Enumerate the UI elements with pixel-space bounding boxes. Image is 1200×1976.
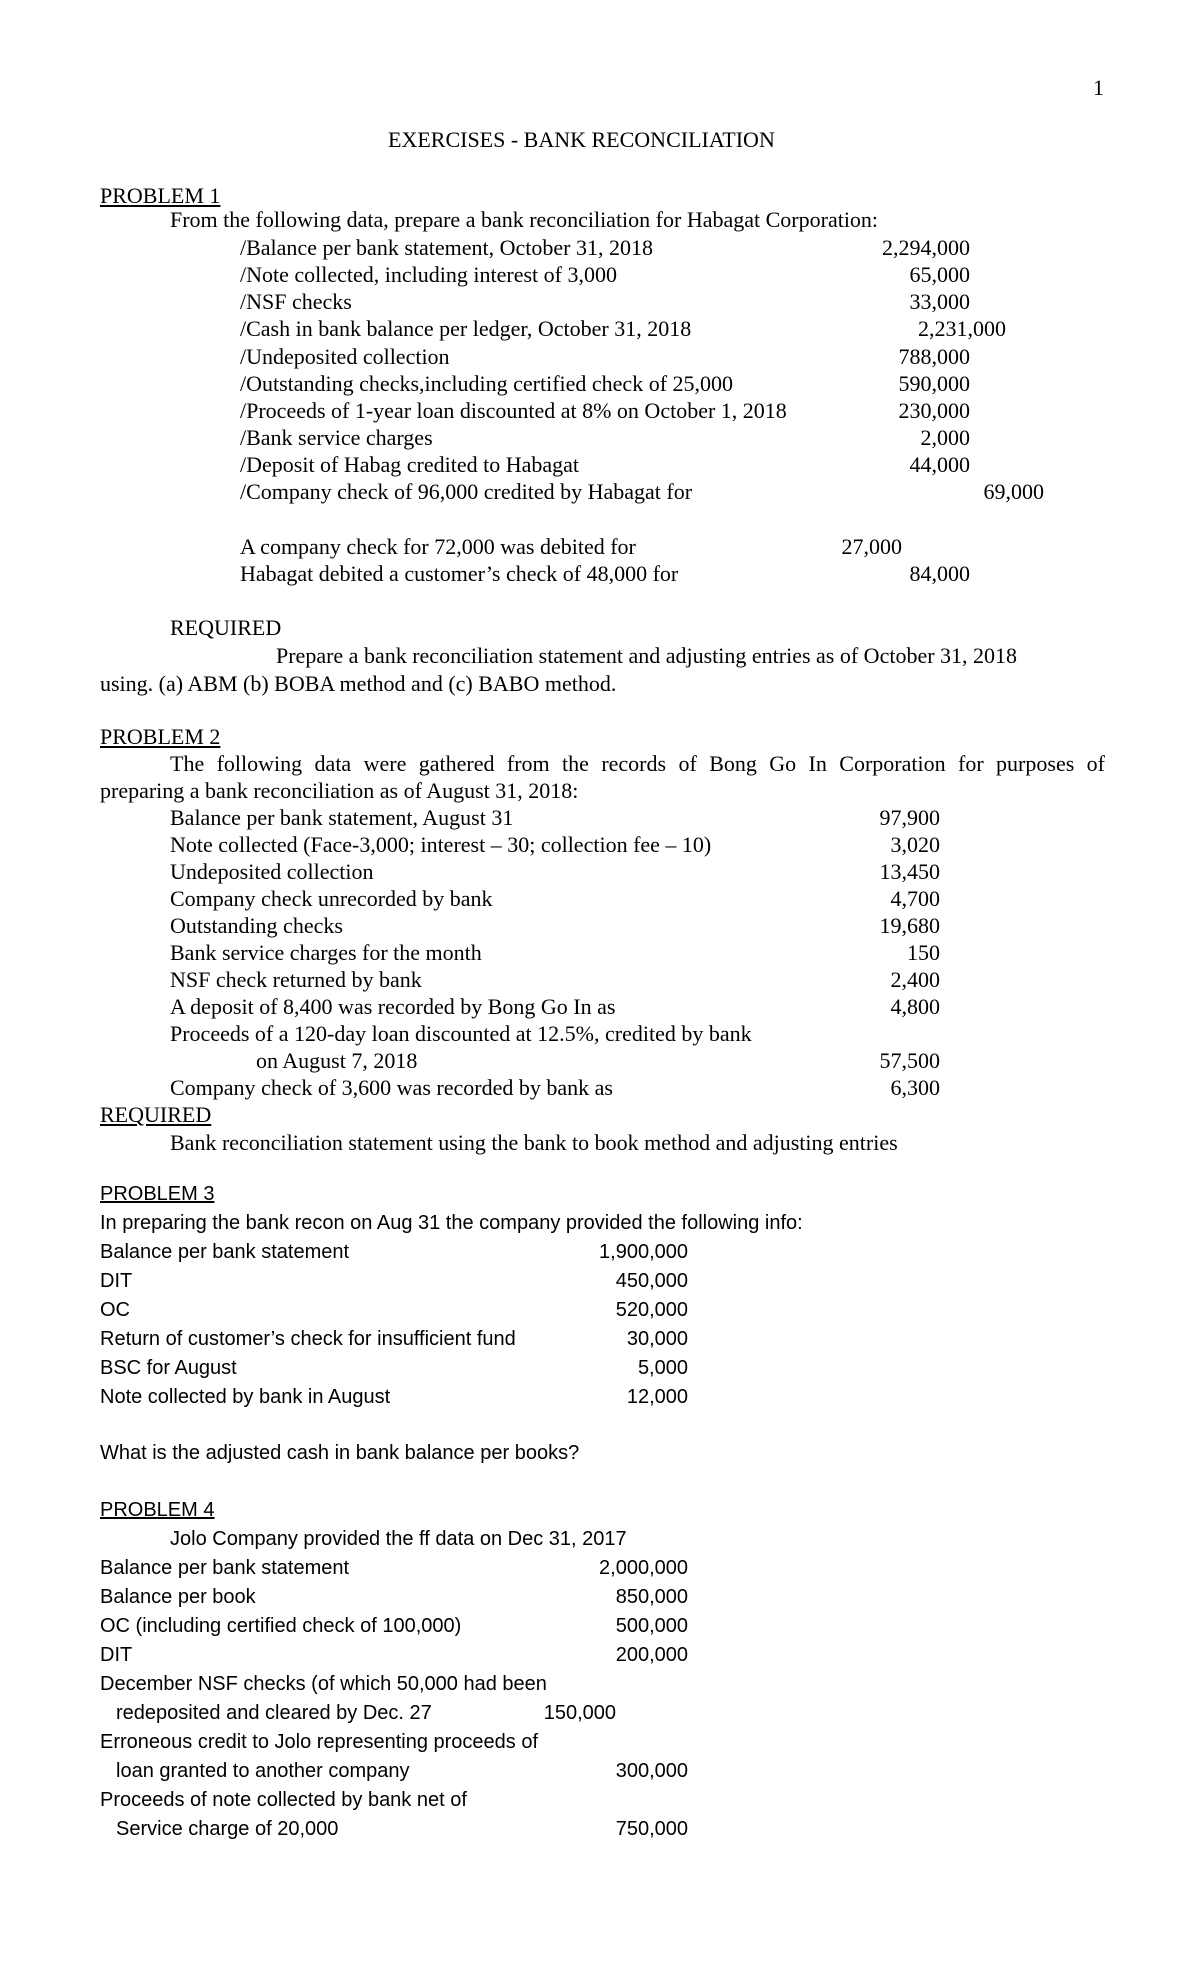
p1-item-value: 84,000	[909, 561, 970, 586]
p3-item-value: 30,000	[626, 1328, 688, 1350]
p2-item-value: 6,300	[890, 1075, 940, 1100]
p1-item-value: 2,294,000	[882, 235, 970, 260]
p1-item-label: /Note collected, including interest of 3,000	[240, 262, 617, 287]
page-number: 1	[1093, 75, 1104, 100]
p3-item-value: 1,900,000	[599, 1241, 688, 1263]
p3-item-value: 520,000	[615, 1299, 688, 1321]
p4-item-value: 300,000	[615, 1760, 688, 1782]
problem-3-question: What is the adjusted cash in bank balance per books?	[100, 1442, 580, 1464]
p2-item-label: Note collected (Face-3,000; interest – 30; collection fee – 10)	[170, 832, 712, 857]
p4-item-label: Balance per bank statement	[100, 1557, 350, 1579]
p4-item-label: December NSF checks (of which 50,000 had been	[100, 1673, 547, 1695]
problem-2-intro-line-2: preparing a bank reconciliation as of August 31, 2018:	[100, 778, 579, 803]
p1-item-value: 27,000	[841, 534, 902, 559]
p2-item-label: A deposit of 8,400 was recorded by Bong Go In as	[170, 994, 616, 1019]
p2-item-value: 97,900	[879, 805, 940, 830]
p4-item-label: Balance per book	[100, 1586, 256, 1608]
p2-item-label: Company check of 3,600 was recorded by bank as	[170, 1075, 613, 1100]
p2-item-label: Outstanding checks	[170, 913, 343, 938]
problem-3-heading: PROBLEM 3	[100, 1183, 215, 1205]
problem-2-heading: PROBLEM 2	[100, 724, 221, 749]
p1-item-label: /Proceeds of 1-year loan discounted at 8% on October 1, 2018	[240, 398, 787, 423]
p2-item-label: Proceeds of a 120-day loan discounted at 12.5%, credited by bank	[170, 1021, 752, 1046]
p1-item-value: 33,000	[909, 289, 970, 314]
p2-item-value: 150	[907, 940, 940, 965]
p4-item-label: Erroneous credit to Jolo representing proceeds of	[100, 1731, 539, 1753]
p1-item-label: /Balance per bank statement, October 31, 2018	[240, 235, 653, 260]
document-title: EXERCISES - BANK RECONCILIATION	[388, 127, 775, 152]
p2-item-label: Company check unrecorded by bank	[170, 886, 493, 911]
p1-item-value: 2,231,000	[918, 316, 1006, 341]
p1-item-label: /Outstanding checks,including certified check of 25,000	[240, 371, 734, 396]
p1-item-value: 788,000	[898, 344, 970, 369]
p2-item-value: 3,020	[890, 832, 940, 857]
p2-item-label: Undeposited collection	[170, 859, 374, 884]
p4-item-value: 2,000,000	[599, 1557, 688, 1579]
problem-1-required-line-2: using. (a) ABM (b) BOBA method and (c) BABO method.	[100, 671, 617, 696]
p1-item-label: /Bank service charges	[240, 425, 433, 450]
p4-item-label: Proceeds of note collected by bank net of	[100, 1789, 467, 1811]
p3-item-label: BSC for August	[100, 1357, 237, 1379]
p3-item-label: Return of customer’s check for insufficient fund	[100, 1328, 516, 1350]
p3-item-value: 450,000	[615, 1270, 688, 1292]
p1-item-value: 590,000	[898, 371, 970, 396]
problem-1-required-heading: REQUIRED	[170, 615, 282, 640]
p4-item-value: 150,000	[543, 1702, 616, 1724]
p4-item-value: 850,000	[615, 1586, 688, 1608]
p1-item-label: Habagat debited a customer’s check of 48,000 for	[240, 561, 679, 586]
p2-item-value: 13,450	[879, 859, 940, 884]
p4-item-label: Service charge of 20,000	[116, 1818, 339, 1840]
p2-item-value: 2,400	[890, 967, 940, 992]
p1-item-value: 44,000	[909, 452, 970, 477]
problem-1-intro: From the following data, prepare a bank reconciliation for Habagat Corporation:	[170, 207, 879, 232]
p4-item-label: redeposited and cleared by Dec. 27	[116, 1702, 432, 1724]
problem-1-required-line-1: Prepare a bank reconciliation statement and adjusting entries as of October 31, 2018	[276, 643, 1018, 668]
p1-item-value: 65,000	[909, 262, 970, 287]
p1-item-label: /Company check of 96,000 credited by Habagat for	[240, 479, 693, 504]
problem-1-heading: PROBLEM 1	[100, 183, 221, 208]
p1-item-label: /NSF checks	[240, 289, 352, 314]
p3-item-label: Balance per bank statement	[100, 1241, 350, 1263]
p4-item-value: 750,000	[615, 1818, 688, 1840]
p4-item-label: DIT	[100, 1644, 133, 1666]
problem-4-intro: Jolo Company provided the ff data on Dec 31, 2017	[170, 1528, 627, 1550]
p2-item-label: Balance per bank statement, August 31	[170, 805, 514, 830]
p2-item-label: on August 7, 2018	[256, 1048, 418, 1073]
p2-item-value: 4,800	[890, 994, 940, 1019]
problem-2-required-text: Bank reconciliation statement using the bank to book method and adjusting entries	[170, 1130, 898, 1155]
p4-item-value: 200,000	[615, 1644, 688, 1666]
problem-2-intro-line-1: The following data were gathered from the records of Bong Go In Corporation for purposes of	[170, 751, 1105, 776]
problem-3-intro: In preparing the bank recon on Aug 31 the company provided the following info:	[100, 1212, 803, 1234]
p4-item-value: 500,000	[615, 1615, 688, 1637]
p1-item-label: /Cash in bank balance per ledger, October 31, 2018	[240, 316, 692, 341]
p2-item-value: 57,500	[879, 1048, 940, 1073]
p1-item-label: /Deposit of Habag credited to Habagat	[240, 452, 580, 477]
p4-item-label: OC (including certified check of 100,000)	[100, 1615, 462, 1637]
problem-2-required-heading: REQUIRED	[100, 1102, 212, 1127]
p3-item-label: Note collected by bank in August	[100, 1386, 391, 1408]
p3-item-label: OC	[100, 1299, 130, 1321]
p1-item-value: 2,000	[920, 425, 970, 450]
p3-item-label: DIT	[100, 1270, 133, 1292]
p1-item-label: A company check for 72,000 was debited for	[240, 534, 636, 559]
p1-item-value: 69,000	[983, 479, 1044, 504]
p2-item-label: NSF check returned by bank	[170, 967, 422, 992]
p3-item-value: 12,000	[626, 1386, 688, 1408]
p4-item-label: loan granted to another company	[116, 1760, 410, 1782]
p3-item-value: 5,000	[637, 1357, 688, 1379]
p1-item-value: 230,000	[898, 398, 970, 423]
problem-4-heading: PROBLEM 4	[100, 1499, 215, 1521]
p1-item-label: /Undeposited collection	[240, 344, 450, 369]
p2-item-value: 19,680	[879, 913, 940, 938]
p2-item-value: 4,700	[890, 886, 940, 911]
p2-item-label: Bank service charges for the month	[170, 940, 482, 965]
